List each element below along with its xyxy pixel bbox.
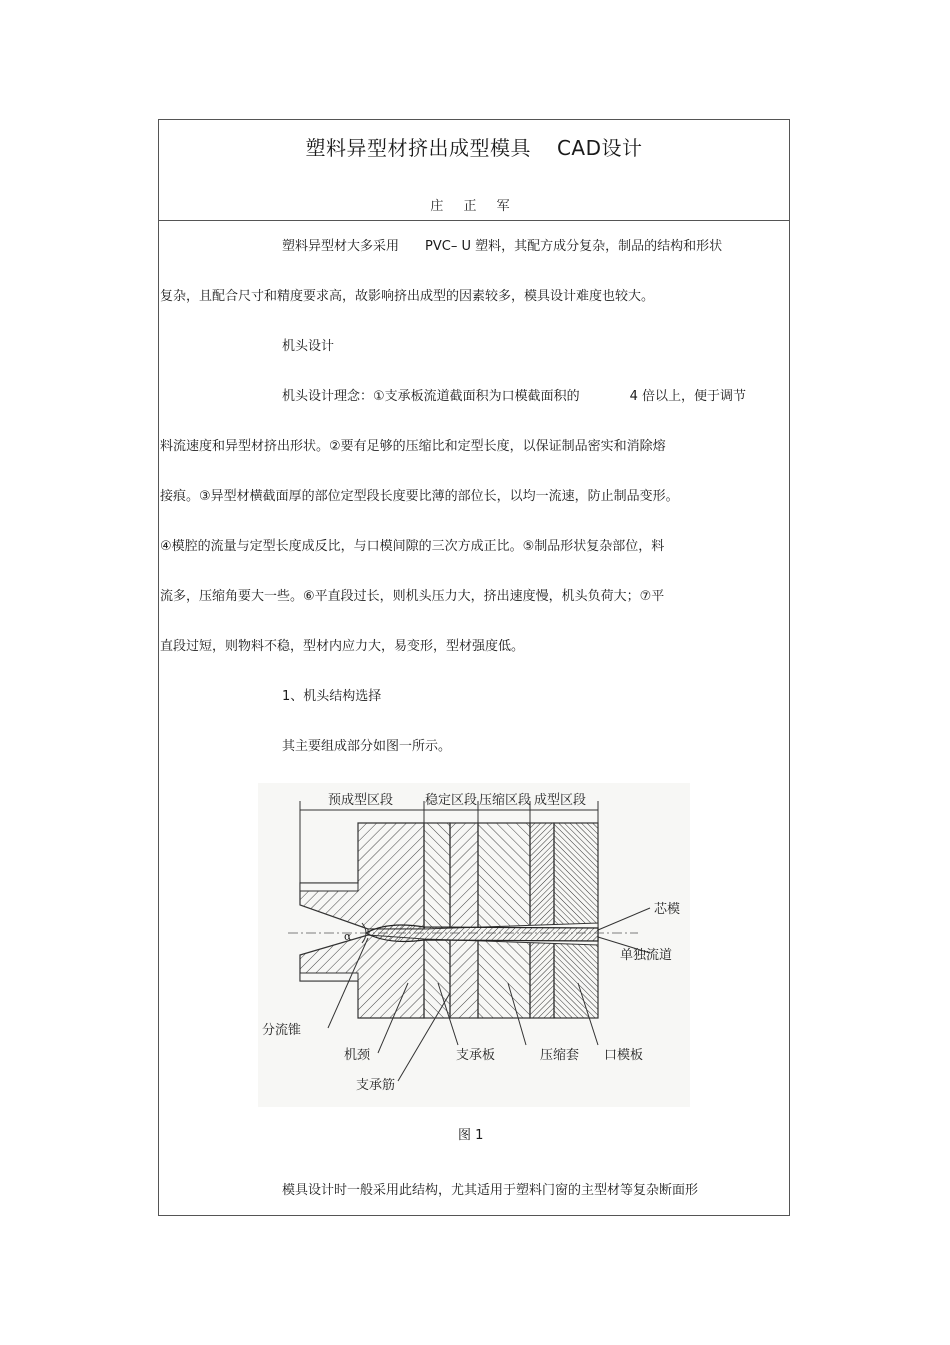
header-divider — [158, 220, 790, 221]
die-plate — [530, 823, 554, 1018]
zone-label-compress: 压缩区段 — [479, 793, 532, 808]
angle-alpha-label: α — [344, 930, 352, 943]
section-heading: 机头设计 — [282, 339, 335, 354]
document-title: 塑料异型材挤出成型模具 CAD设计 — [305, 136, 643, 160]
label-neck: 机颈 — [344, 1048, 371, 1063]
label-support-plate: 支承板 — [456, 1048, 496, 1063]
zone-label-preform: 预成型区段 — [328, 793, 394, 808]
author: 庄 正 军 — [430, 199, 518, 214]
figure-caption: 图 1 — [458, 1128, 484, 1143]
paragraph-line: 机头设计理念：①支承板流道截面积为口模截面积的 4 倍以上，便于调节 — [282, 389, 747, 404]
die-structure-figure — [258, 783, 690, 1107]
section-heading: 1、机头结构选择 — [282, 689, 382, 704]
zone-label-stable: 稳定区段 — [425, 793, 478, 808]
paragraph-line: 料流速度和异型材挤出形状。②要有足够的压缩比和定型长度，以保证制品密实和消除熔 — [160, 439, 666, 454]
die-plate-2 — [554, 823, 598, 1018]
label-compression-sleeve: 压缩套 — [540, 1048, 580, 1063]
support-plate-2 — [450, 823, 478, 1018]
label-spider: 支承筋 — [356, 1078, 396, 1093]
support-plate — [424, 823, 450, 1018]
paragraph-line: 其主要组成部分如图一所示。 — [282, 739, 452, 754]
paragraph-line: 塑料异型材大多采用 PVC– U 塑料，其配方成分复杂，制品的结构和形状 — [282, 239, 723, 254]
paragraph-line: 接痕。③异型材横截面厚的部位定型段长度要比薄的部位长，以均一流速，防止制品变形。 — [160, 489, 679, 504]
paragraph-line: ④模腔的流量与定型长度成反比，与口模间隙的三次方成正比。⑤制品形状复杂部位，料 — [160, 539, 665, 554]
label-channel: 单独流道 — [620, 948, 673, 963]
paragraph-line: 复杂，且配合尺寸和精度要求高，故影响挤出成型的因素较多，模具设计难度也较大。 — [160, 289, 655, 304]
label-die-plate: 口模板 — [604, 1048, 644, 1063]
paragraph-line: 模具设计时一般采用此结构，尤其适用于塑料门窗的主型材等复杂断面形 — [282, 1183, 699, 1198]
paragraph-line: 流多，压缩角要大一些。⑥平直段过长，则机头压力大，挤出速度慢，机头负荷大；⑦平 — [160, 589, 665, 604]
zone-label-forming: 成型区段 — [534, 793, 587, 808]
label-core: 芯模 — [654, 902, 681, 917]
compression-sleeve — [478, 823, 530, 1018]
paragraph-line: 直段过短，则物料不稳，型材内应力大，易变形，型材强度低。 — [160, 639, 525, 654]
label-cone: 分流锥 — [262, 1023, 302, 1038]
